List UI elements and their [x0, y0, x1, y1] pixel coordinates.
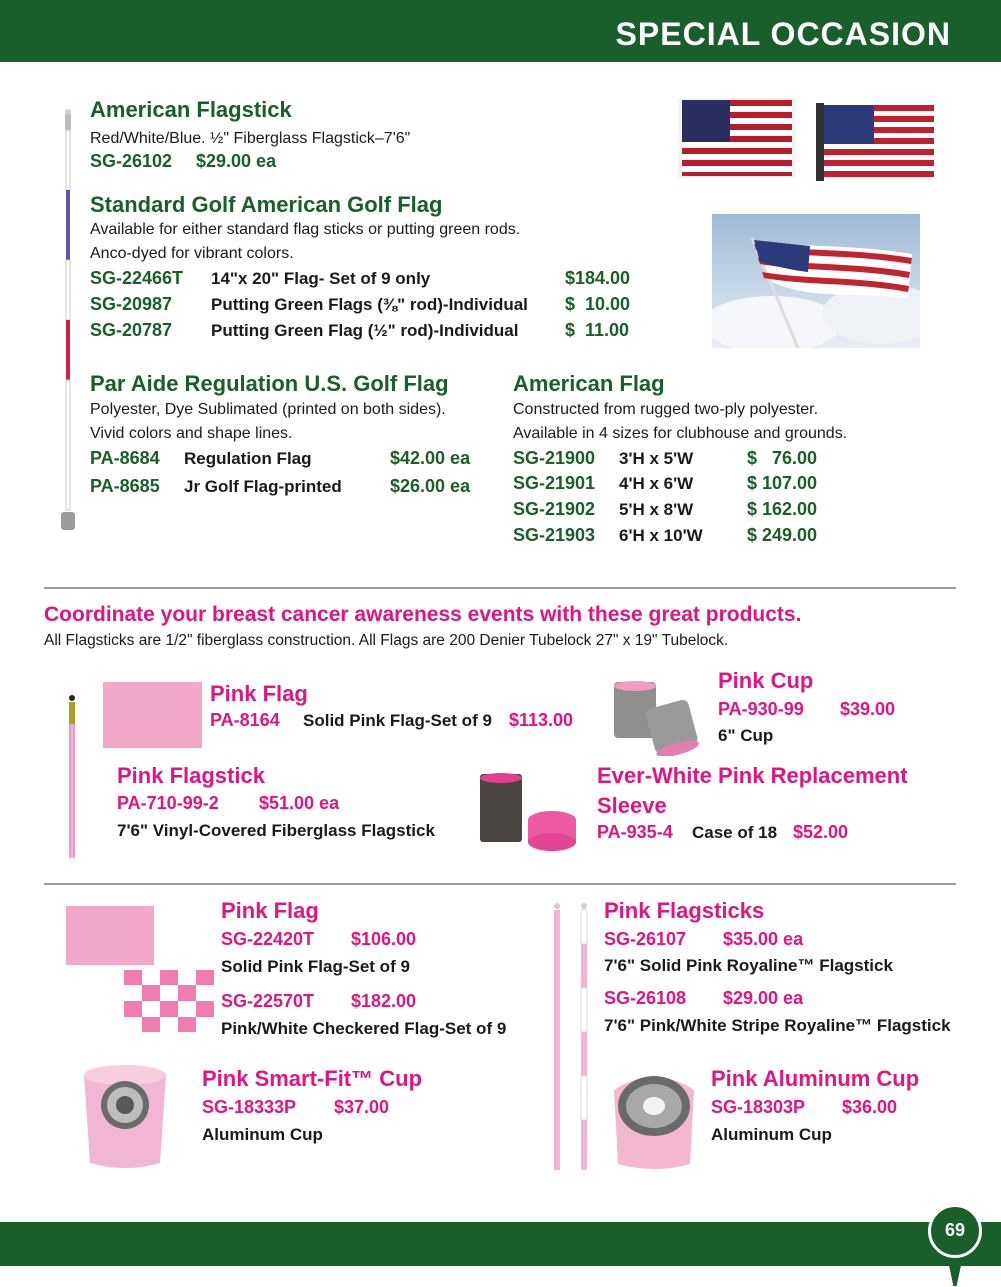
ever-white-sleeve-image — [476, 770, 580, 852]
par-aide-row1-sku: PA-8684 — [90, 448, 160, 468]
golf-tee-icon — [947, 1256, 963, 1286]
american-flag-row3-price: $ 162.00 — [747, 499, 818, 519]
flag-image-1 — [678, 98, 796, 178]
pink-cup-image — [610, 678, 704, 756]
std-golf-flag-row2-sku: SG-20987 — [90, 294, 173, 314]
american-flag-row2-price: $ 107.00 — [747, 473, 818, 493]
page-title: SPECIAL OCCASION — [615, 16, 951, 52]
std-golf-flag-row3-sku: SG-20787 — [90, 320, 173, 340]
checkered-flag-image — [124, 970, 214, 1032]
pink-flagsticks-sg-sku2: SG-26108 — [604, 988, 687, 1008]
std-golf-flag-row2-price: $ 10.00 — [565, 294, 631, 314]
pink-flagsticks-sg-sku1: SG-26107 — [604, 929, 687, 949]
std-golf-flag-row3-desc: Putting Green Flag (½" rod)-Individual — [211, 321, 519, 340]
american-flag-row3-desc: 5'H x 8'W — [619, 500, 694, 519]
ever-white-sku: PA-935-4 — [597, 822, 673, 842]
std-golf-flag-desc1: Available for either standard flag sticks or putting green rods. — [90, 221, 521, 238]
pink-flagsticks-sg-image — [548, 900, 594, 1172]
section-divider-2 — [44, 883, 956, 885]
american-flagstick-title: American Flagstick — [90, 97, 292, 122]
par-aide-row2-price: $26.00 ea — [390, 476, 471, 496]
pink-cup-pa-price: $39.00 — [840, 699, 896, 719]
std-golf-flag-title: Standard Golf American Golf Flag — [90, 192, 443, 217]
section-divider — [44, 587, 956, 589]
pink-flag-image — [103, 682, 202, 748]
american-flagstick-sku: SG-26102 — [90, 151, 173, 171]
par-aide-row1-desc: Regulation Flag — [184, 449, 312, 468]
par-aide-row2-desc: Jr Golf Flag-printed — [184, 477, 342, 496]
american-flag-row2-sku: SG-21901 — [513, 473, 596, 493]
page-number: 69 — [944, 1220, 966, 1240]
pink-flag-sg-desc2: Pink/White Checkered Flag-Set of 9 — [221, 1019, 507, 1038]
pink-flagsticks-sg-desc2: 7'6" Pink/White Stripe Royaline™ Flagstick — [604, 1016, 951, 1035]
par-aide-title: Par Aide Regulation U.S. Golf Flag — [90, 371, 449, 396]
std-golf-flag-row2-desc: Putting Green Flags (⅜" rod)-Individual — [211, 295, 528, 314]
pink-cup-pa-title: Pink Cup — [718, 668, 814, 693]
pink-aluminum-sku: SG-18303P — [711, 1097, 806, 1117]
pink-flag-pa-desc: Solid Pink Flag-Set of 9 — [303, 711, 492, 730]
pink-aluminum-cup-image — [608, 1060, 700, 1172]
american-flagstick-desc: Red/White/Blue. ½" Fiberglass Flagstick–7'6" — [90, 130, 411, 147]
pink-flagstick-pa-title: Pink Flagstick — [117, 763, 265, 788]
american-flag-row2-desc: 4'H x 6'W — [619, 474, 694, 493]
pink-flag-sg-sku1: SG-22420T — [221, 929, 315, 949]
pink-flagsticks-sg-price2: $29.00 ea — [723, 988, 804, 1008]
american-flag-row1-desc: 3'H x 5'W — [619, 449, 694, 468]
ever-white-title2: Sleeve — [597, 793, 667, 818]
american-flag-row1-sku: SG-21900 — [513, 448, 596, 468]
pink-flagsticks-sg-price1: $35.00 ea — [723, 929, 804, 949]
par-aide-desc2: Vivid colors and shape lines. — [90, 425, 293, 442]
pink-flag-sg-title: Pink Flag — [221, 898, 319, 923]
pink-cup-pa-desc: 6" Cup — [718, 726, 774, 745]
american-flag-row4-sku: SG-21903 — [513, 525, 596, 545]
pink-flag-sg-image — [66, 906, 154, 965]
flag-image-2 — [816, 103, 936, 181]
std-golf-flag-row3-price: $ 11.00 — [565, 320, 630, 340]
par-aide-row1-price: $42.00 ea — [390, 448, 471, 468]
pink-smartfit-title: Pink Smart-Fit™ Cup — [202, 1066, 423, 1091]
std-golf-flag-row1-desc: 14"x 20" Flag- Set of 9 only — [211, 269, 431, 288]
pink-flag-pa-sku: PA-8164 — [210, 710, 280, 730]
pink-flagsticks-sg-desc1: 7'6" Solid Pink Royaline™ Flagstick — [604, 956, 893, 975]
pink-smartfit-price: $37.00 — [334, 1097, 390, 1117]
american-flagstick-image — [56, 104, 86, 534]
american-flagstick-price: $29.00 ea — [196, 151, 277, 171]
ever-white-desc: Case of 18 — [692, 823, 778, 842]
std-golf-flag-desc2: Anco-dyed for vibrant colors. — [90, 245, 294, 262]
pink-aluminum-price: $36.00 — [842, 1097, 898, 1117]
smart-fit-cup-image — [78, 1063, 172, 1173]
pink-cup-pa-sku: PA-930-99 — [718, 699, 804, 719]
pink-flag-sg-price2: $182.00 — [351, 991, 417, 1011]
pink-flagstick-pa-desc: 7'6" Vinyl-Covered Fiberglass Flagstick — [117, 821, 435, 840]
american-flag-row4-desc: 6'H x 10'W — [619, 526, 703, 545]
flag-sky-photo — [712, 214, 920, 348]
american-flag-title: American Flag — [513, 371, 665, 396]
std-golf-flag-row1-price: $184.00 — [565, 268, 631, 288]
par-aide-row2-sku: PA-8685 — [90, 476, 160, 496]
pink-flagstick-image — [64, 694, 82, 860]
american-flag-desc1: Constructed from rugged two-ply polyester. — [513, 401, 819, 418]
pink-flag-sg-sku2: SG-22570T — [221, 991, 315, 1011]
par-aide-desc1: Polyester, Dye Sublimated (printed on both sides). — [90, 401, 446, 418]
american-flag-row4-price: $ 249.00 — [747, 525, 818, 545]
american-flag-row3-sku: SG-21902 — [513, 499, 596, 519]
pink-flag-sg-desc1: Solid Pink Flag-Set of 9 — [221, 957, 410, 976]
pink-flag-sg-price1: $106.00 — [351, 929, 417, 949]
footer-bar — [0, 1222, 1001, 1266]
ever-white-title1: Ever-White Pink Replacement — [597, 763, 908, 788]
pink-aluminum-title: Pink Aluminum Cup — [711, 1066, 920, 1091]
pink-flagsticks-sg-title: Pink Flagsticks — [604, 898, 765, 923]
american-flag-row1-price: $ 76.00 — [747, 448, 818, 468]
ever-white-price: $52.00 — [793, 822, 849, 842]
american-flag-desc2: Available in 4 sizes for clubhouse and grounds. — [513, 425, 848, 442]
pink-headline: Coordinate your breast cancer awareness events with these great products. — [44, 603, 802, 626]
std-golf-flag-row1-sku: SG-22466T — [90, 268, 184, 288]
pink-flag-pa-title: Pink Flag — [210, 681, 308, 706]
pink-subline: All Flagsticks are 1/2" fiberglass construction. All Flags are 200 Denier Tubelock 27" x 19" Tubelock. — [44, 632, 729, 649]
pink-flagstick-pa-sku: PA-710-99-2 — [117, 793, 219, 813]
pink-smartfit-sku: SG-18333P — [202, 1097, 297, 1117]
pink-smartfit-desc: Aluminum Cup — [202, 1125, 323, 1144]
pink-flagstick-pa-price: $51.00 ea — [259, 793, 340, 813]
pink-aluminum-desc: Aluminum Cup — [711, 1125, 832, 1144]
pink-flag-pa-price: $113.00 — [509, 710, 574, 730]
